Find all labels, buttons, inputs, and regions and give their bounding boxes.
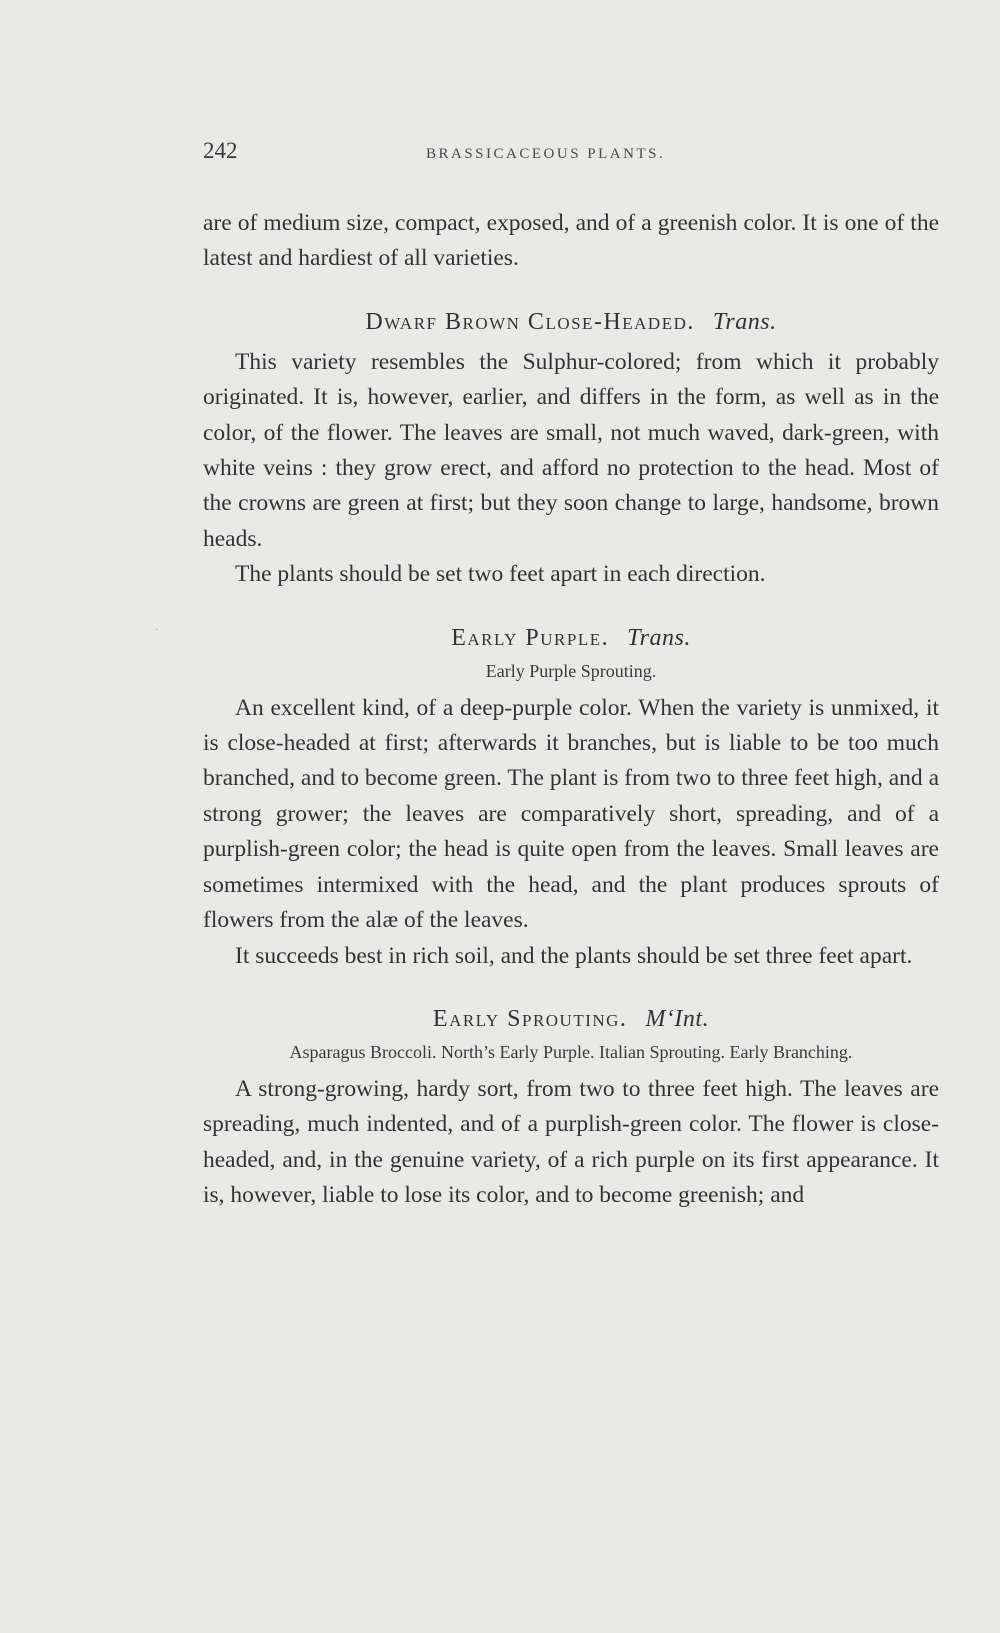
variety-heading: [203, 1006, 939, 1033]
variety-synonyms: Asparagus Broccoli. North’s Early Purple. Italian Sprouting. Early Branching.: [289, 1041, 853, 1062]
variety-section: [203, 625, 939, 974]
variety-synonyms: Early Purple Sprouting.: [485, 660, 657, 681]
variety-section: [203, 309, 939, 593]
variety-paragraph: This variety resembles the Sulphur-colored; from which it probably originated. It is, however, earlier, and differs in the form, as well as in the color, of the flower. The leaves are small, not much waved, dark-green, with white veins : they grow erect, and afford no protection to the head. Most of the crowns are green at first; but they soon change to large, handsome, brown heads.: [203, 348, 939, 552]
variety-heading: [203, 309, 939, 336]
page-header: [203, 138, 940, 168]
variety-name: Early Purple.: [451, 624, 610, 651]
variety-paragraph: A strong-growing, hardy sort, from two to three feet high. The leaves are spreading, much indented, and of a purplish-green color. The flower is close-headed, and, in the genuine variety, of a rich purple on its first appearance. It is, however, liable to lose its color, and to become greenish; and: [203, 1075, 939, 1209]
intro-paragraph: are of medium size, compact, exposed, and of a greenish color. It is one of the latest and hardiest of all varieties.: [203, 210, 939, 272]
margin-mark: ·: [155, 625, 159, 636]
variety-heading: [203, 625, 939, 652]
variety-paragraph: It succeeds best in rich soil, and the plants should be set three feet apart.: [235, 942, 913, 969]
variety-name: Early Sprouting.: [432, 1005, 628, 1032]
variety-name: Dwarf Brown Close-Headed.: [365, 308, 695, 335]
variety-paragraph: An excellent kind, of a deep-purple color. When the variety is unmixed, it is close-headed at first; afterwards it branches, but is liable to be too much branched, and to become green. The plant is from two to three feet high, and a strong grower; the leaves are comparatively short, spreading, and of a purplish-green color; the head is quite open from the leaves. Small leaves are sometimes intermixed with the head, and the plant produces sprouts of flowers from the alæ of the leaves.: [203, 694, 939, 934]
running-title: BRASSICACEOUS PLANTS.: [426, 146, 666, 162]
variety-authority: Trans.: [712, 308, 777, 335]
page-number: 242: [203, 138, 238, 163]
variety-authority: M‘Int.: [645, 1005, 710, 1032]
variety-authority: Trans.: [627, 624, 691, 651]
variety-section: [203, 1006, 939, 1214]
variety-paragraph: The plants should be set two feet apart in each direction.: [235, 561, 766, 588]
body-text: [203, 206, 939, 1214]
